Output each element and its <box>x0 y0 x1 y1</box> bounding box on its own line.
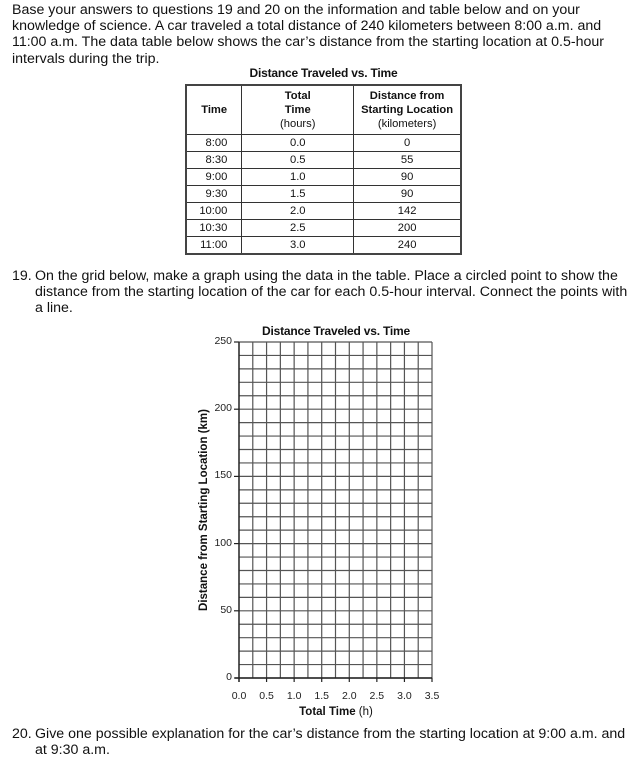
y-tick-label: 150 <box>214 469 232 482</box>
question-19-text: On the grid below, make a graph using the data in the table. Place a circled point to show the distance from the starting location of the car for each 0.5-hour interval. Connect the points with a line. <box>35 268 628 317</box>
cell-distance: 200 <box>354 220 461 237</box>
x-tick-label: 1.5 <box>314 690 329 702</box>
cell-distance: 0 <box>354 135 461 152</box>
cell-distance: 55 <box>354 152 461 169</box>
y-tick-label: 250 <box>214 335 232 347</box>
cell-time: 8:00 <box>186 135 242 152</box>
header-total-time-line1: Total <box>284 90 311 102</box>
x-tick-label: 3.0 <box>397 690 412 702</box>
cell-total-time: 1.5 <box>242 186 354 203</box>
header-total-time-unit: (hours) <box>280 118 316 130</box>
x-tick-label: 2.5 <box>369 690 385 702</box>
y-tick-label: 200 <box>214 402 232 415</box>
cell-distance: 90 <box>354 186 461 203</box>
header-time-label: Time <box>201 104 228 116</box>
cell-time: 11:00 <box>186 237 242 255</box>
cell-time: 8:30 <box>186 152 242 169</box>
header-distance-line2: Starting Location <box>361 104 454 116</box>
x-axis-label <box>239 706 433 718</box>
y-tick-label: 0 <box>226 671 232 683</box>
y-tick-label: 100 <box>214 536 232 549</box>
cell-time: 10:00 <box>186 203 242 220</box>
cell-time: 9:00 <box>186 169 242 186</box>
y-axis-label: Distance from Starting Location (km) <box>198 409 210 611</box>
cell-total-time: 0.0 <box>242 135 354 152</box>
header-distance-unit: (kilometers) <box>377 118 437 130</box>
cell-total-time: 2.5 <box>242 220 354 237</box>
question-20 <box>12 726 637 762</box>
y-tick-label: 50 <box>220 603 232 616</box>
cell-total-time: 2.0 <box>242 203 354 220</box>
cell-total-time: 3.0 <box>242 237 354 255</box>
x-tick-label: 1.0 <box>286 690 302 702</box>
intro-paragraph: Base your answers to questions 19 and 20 on the information and table below and on your knowledge of science. A car traveled a total distance of 240 kilometers between 8:00 a.m. and 11:00 a.m. The data table below shows the car’s distance from the starting location at 0.5-hour intervals during the trip. <box>12 2 605 67</box>
header-distance-line1: Distance from <box>369 90 445 102</box>
cell-total-time: 1.0 <box>242 169 354 186</box>
x-tick-label: 3.5 <box>424 690 440 702</box>
cell-distance: 90 <box>354 169 461 186</box>
cell-distance: 240 <box>354 237 461 255</box>
question-20-text: Give one possible explanation for the car’s distance from the starting location at 9:00 a.m. and at 9:30 a.m. <box>35 726 626 759</box>
table-title: Distance Traveled vs. Time <box>249 66 398 80</box>
x-tick-label: 0.0 <box>231 690 247 702</box>
question-19-number: 19. <box>12 268 32 284</box>
x-axis-label-unit: (h) <box>355 706 373 718</box>
cell-distance: 142 <box>354 203 461 220</box>
cell-total-time: 0.5 <box>242 152 354 169</box>
header-total-time-line2: Time <box>284 104 311 116</box>
x-axis-label-bold: Total Time <box>299 706 356 718</box>
x-tick-label: 2.0 <box>341 690 357 702</box>
x-tick-label: 0.5 <box>259 690 274 702</box>
question-20-number: 20. <box>12 726 32 742</box>
chart-title: Distance Traveled vs. Time <box>262 324 410 338</box>
cell-time: 9:30 <box>186 186 242 203</box>
cell-time: 10:30 <box>186 220 242 237</box>
